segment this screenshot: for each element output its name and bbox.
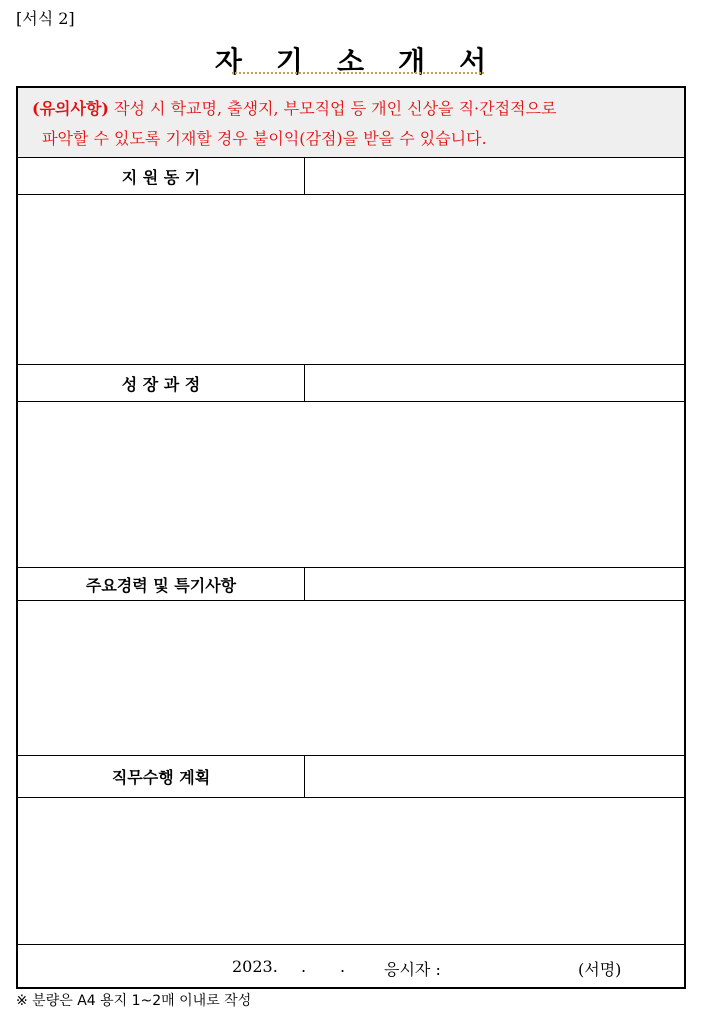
date-day-dot: . [340, 957, 346, 976]
title-underline [232, 72, 484, 74]
motivation-text-area[interactable] [18, 195, 684, 365]
plan-text-area[interactable] [18, 798, 684, 945]
footnote: ※ 분량은 A4 용지 1~2매 이내로 작성 [16, 993, 252, 1009]
notice-text-line1: 작성 시 학교명, 출생지, 부모직업 등 개인 신상을 직·간접적으로 [108, 99, 557, 118]
section-header-blank[interactable] [305, 756, 684, 797]
date-year: 2023. [232, 957, 278, 976]
section-header-plan [18, 756, 684, 798]
career-text-area[interactable] [18, 601, 684, 756]
section-header-blank[interactable] [305, 158, 684, 194]
document-title: 자기소개서 [214, 45, 521, 78]
date-month-dot: . [301, 957, 307, 976]
section-header-growth [18, 365, 684, 402]
notice-heading: (유의사항) [32, 99, 109, 118]
growth-text-area[interactable] [18, 402, 684, 568]
section-label: 지 원 동 기 [18, 158, 305, 194]
section-header-blank[interactable] [305, 365, 684, 401]
section-label: 직무수행 계획 [18, 756, 305, 797]
section-label: 주요경력 및 특기사항 [18, 568, 305, 600]
section-header-motivation [18, 158, 684, 195]
section-header-career [18, 568, 684, 601]
notice-box [18, 88, 684, 158]
signature-row [18, 945, 684, 989]
section-header-blank[interactable] [305, 568, 684, 600]
signature-label: (서명) [578, 960, 622, 979]
notice-text-line2: 파악할 수 있도록 기재할 경우 불이익(감점)을 받을 수 있습니다. [42, 129, 487, 148]
section-label: 성 장 과 정 [18, 365, 305, 401]
form-number-label: [서식 2] [16, 9, 75, 28]
applicant-label: 응시자 : [384, 960, 441, 979]
form-frame [16, 86, 686, 989]
